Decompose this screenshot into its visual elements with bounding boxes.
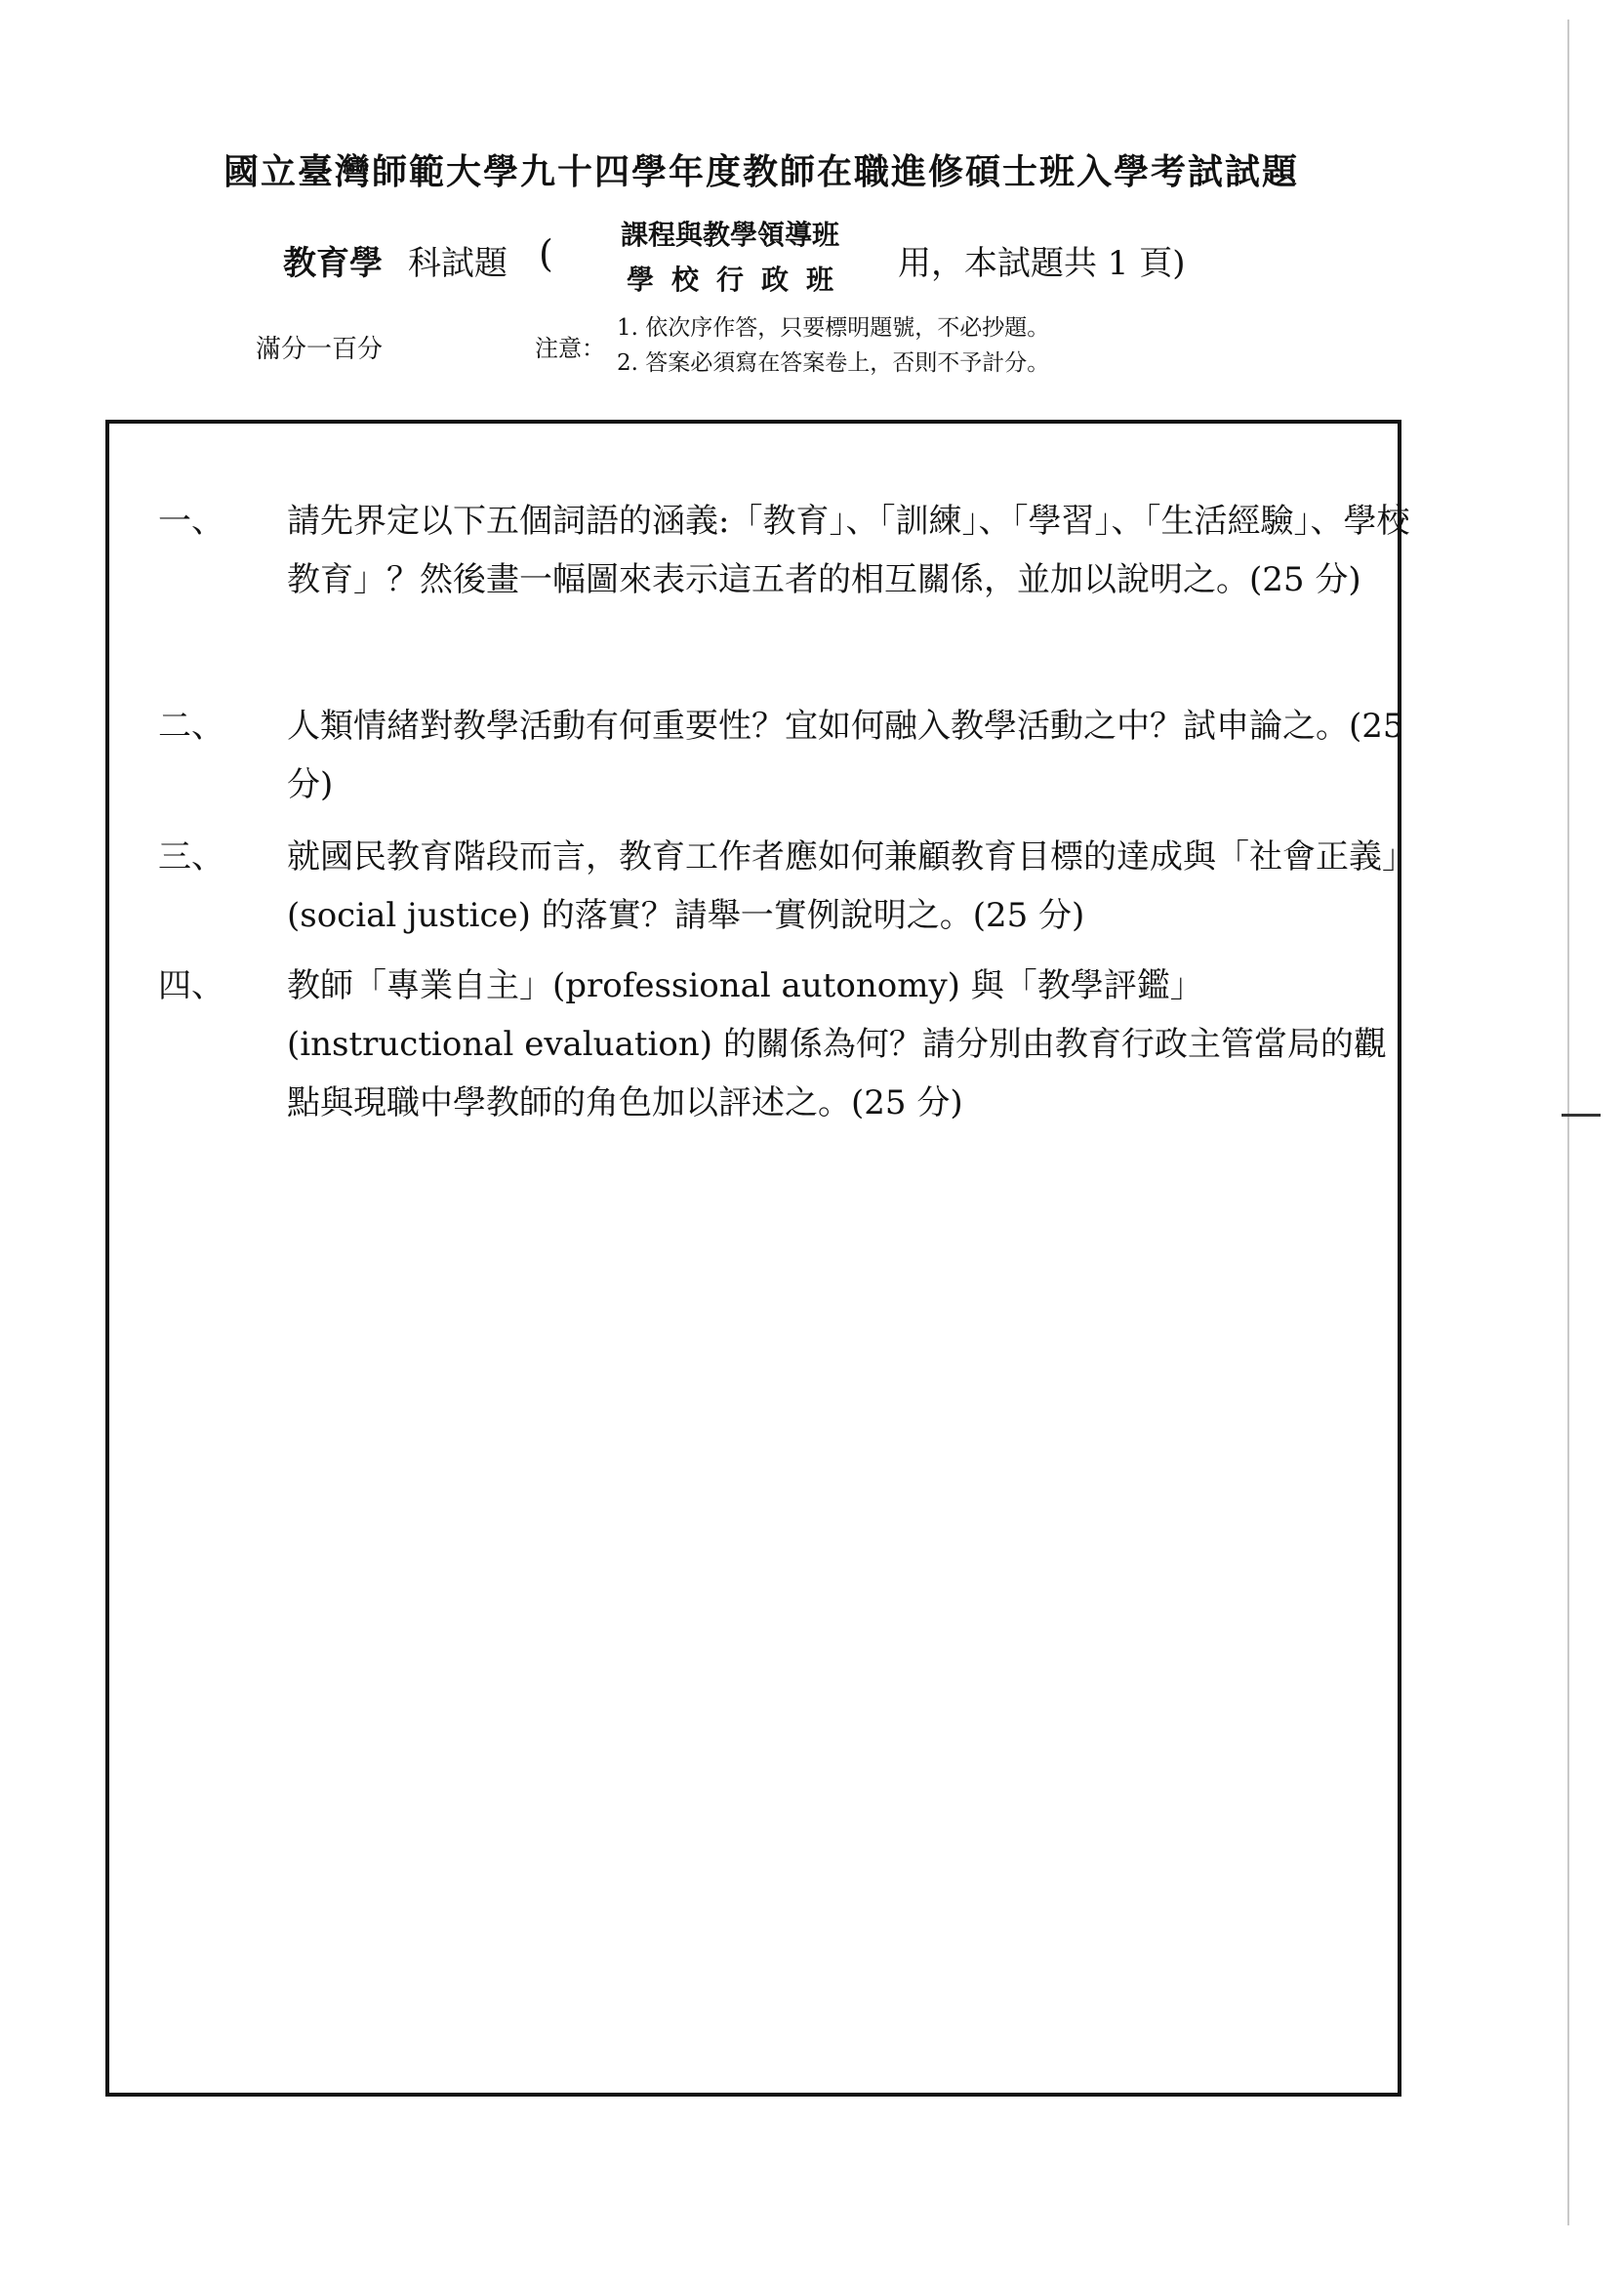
subject-suffix: 科試題: [408, 244, 508, 283]
notice-label: 注意：: [535, 335, 605, 362]
question-text: 請先界定以下五個詞語的涵義:「教育」、「訓練」、「學習」、「生活經驗」、學校教育」？然後畫一幅圖來表示這五者的相互關係，並加以說明之。(25 分): [287, 502, 1410, 599]
question-text: 人類情緒對教學活動有何重要性？宜如何融入教學活動之中？試申論之。(25 分): [287, 707, 1404, 804]
notice-list: [617, 310, 1049, 381]
class-name-curriculum: 課程與教學領導班: [620, 219, 839, 251]
notice-item: 1. 依次序作答，只要標明題號，不必抄題。: [617, 315, 1050, 341]
scan-edge-mark: [1562, 1114, 1601, 1117]
scan-edge-line: [1567, 20, 1569, 2225]
paren-open: (: [539, 232, 553, 275]
notice-item: 2. 答案必須寫在答案卷上，否則不予計分。: [617, 350, 1050, 376]
question-number: 四、: [158, 966, 224, 1005]
subject-name: 教育學: [283, 244, 383, 283]
question-text: 就國民教育階段而言，教育工作者應如何兼顧教育目標的達成與「社會正義」(social justice) 的落實？請舉一實例說明之。(25 分): [287, 837, 1415, 935]
full-score-label: 滿分一百分: [256, 335, 384, 364]
exam-title: 國立臺灣師範大學九十四學年度教師在職進修碩士班入學考試試題: [223, 151, 1299, 192]
class-list: [593, 213, 867, 303]
question-number: 一、: [158, 502, 224, 541]
question-number: 三、: [158, 837, 224, 877]
class-name-administration: 學校行政班: [626, 264, 851, 296]
question-box: [105, 420, 1415, 2097]
question-number: 二、: [158, 707, 224, 746]
page-count-text: 用，本試題共 1 頁): [898, 244, 1186, 283]
question-text: 教師「專業自主」(professional autonomy) 與「教學評鑑」(instructional evaluation) 的關係為何？請分別由教育行政主管當局的觀點與現職中學教師的角色加以評述之。(25 分): [287, 966, 1387, 1122]
